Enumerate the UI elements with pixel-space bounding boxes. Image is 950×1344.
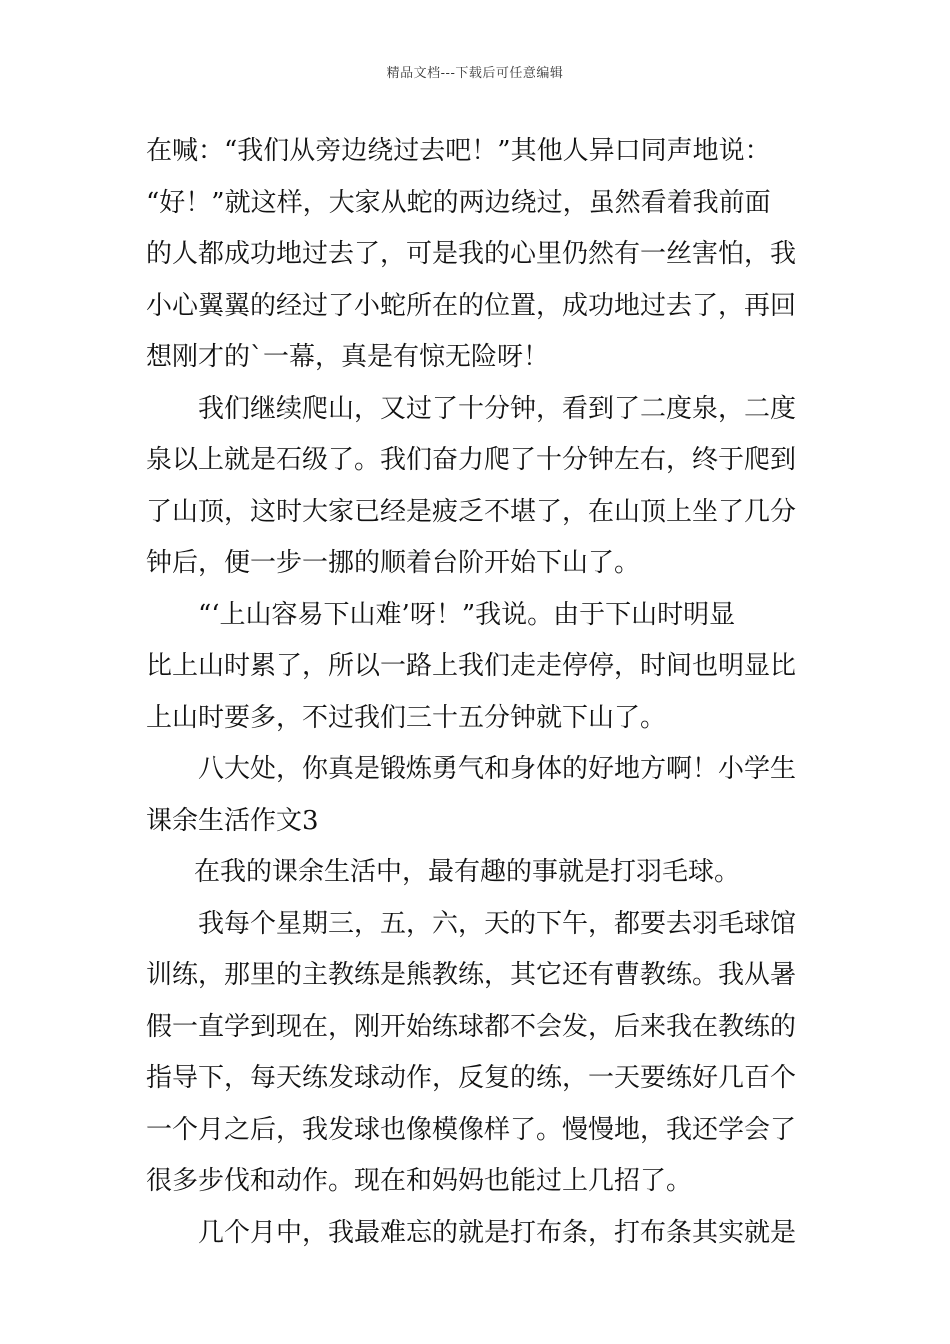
paragraph-start: 在我的课余生活中，最有趣的事就是打羽毛球。: [194, 857, 741, 887]
text-line: 在喊：“我们从旁边绕过去吧！”其他人异口同声地说：: [146, 136, 771, 166]
paragraph-start: 我们继续爬山，又过了十分钟，看到了二度泉，二度: [198, 393, 797, 424]
text-line: 泉以上就是石级了。我们奋力爬了十分钟左右，终于爬到: [146, 445, 797, 475]
text-line: 训练，那里的主教练是熊教练，其它还有曹教练。我从暑: [146, 960, 797, 990]
paragraph-start: 我每个星期三，五，六，天的下午，都要去羽毛球馆: [198, 908, 797, 939]
text-line: 小心翼翼的经过了小蛇所在的位置，成功地过去了，再回: [146, 290, 797, 321]
paragraph-start: 几个月中，我最难忘的就是打布条，打布条其实就是: [198, 1217, 797, 1248]
text-line: 指导下，每天练发球动作，反复的练，一天要练好几百个: [146, 1063, 797, 1093]
text-line: 一个月之后，我发球也像模像样了。慢慢地，我还学会了: [146, 1114, 797, 1145]
page-header: 精品文档---下载后可任意编辑: [386, 66, 564, 81]
text-line: 钟后，便一步一挪的顺着台阶开始下山了。: [146, 548, 641, 578]
document-body: [146, 126, 811, 1259]
paragraph-start: “‘上山容易下山难’呀！”我说。由于下山时明显: [198, 599, 736, 630]
text-line: 假一直学到现在，刚开始练球都不会发，后来我在教练的: [146, 1011, 797, 1042]
text-line: 很多步伐和动作。现在和妈妈也能过上几招了。: [146, 1166, 693, 1196]
text-line: 的人都成功地过去了，可是我的心里仍然有一丝害怕，我: [146, 239, 797, 269]
text-line: “好！”就这样，大家从蛇的两边绕过，虽然看着我前面: [146, 187, 771, 218]
text-line: 想刚才的`一幕，真是有惊无险呀！: [146, 342, 550, 372]
paragraph-start: 八大处，你真是锻炼勇气和身体的好地方啊！小学生: [198, 754, 797, 784]
text-line: 了山顶，这时大家已经是疲乏不堪了，在山顶上坐了几分: [146, 496, 797, 527]
text-line: 比上山时累了，所以一路上我们走走停停，时间也明显比: [146, 651, 797, 681]
text-line: 课余生活作文3: [146, 805, 319, 836]
text-line: 上山时要多，不过我们三十五分钟就下山了。: [146, 702, 667, 733]
